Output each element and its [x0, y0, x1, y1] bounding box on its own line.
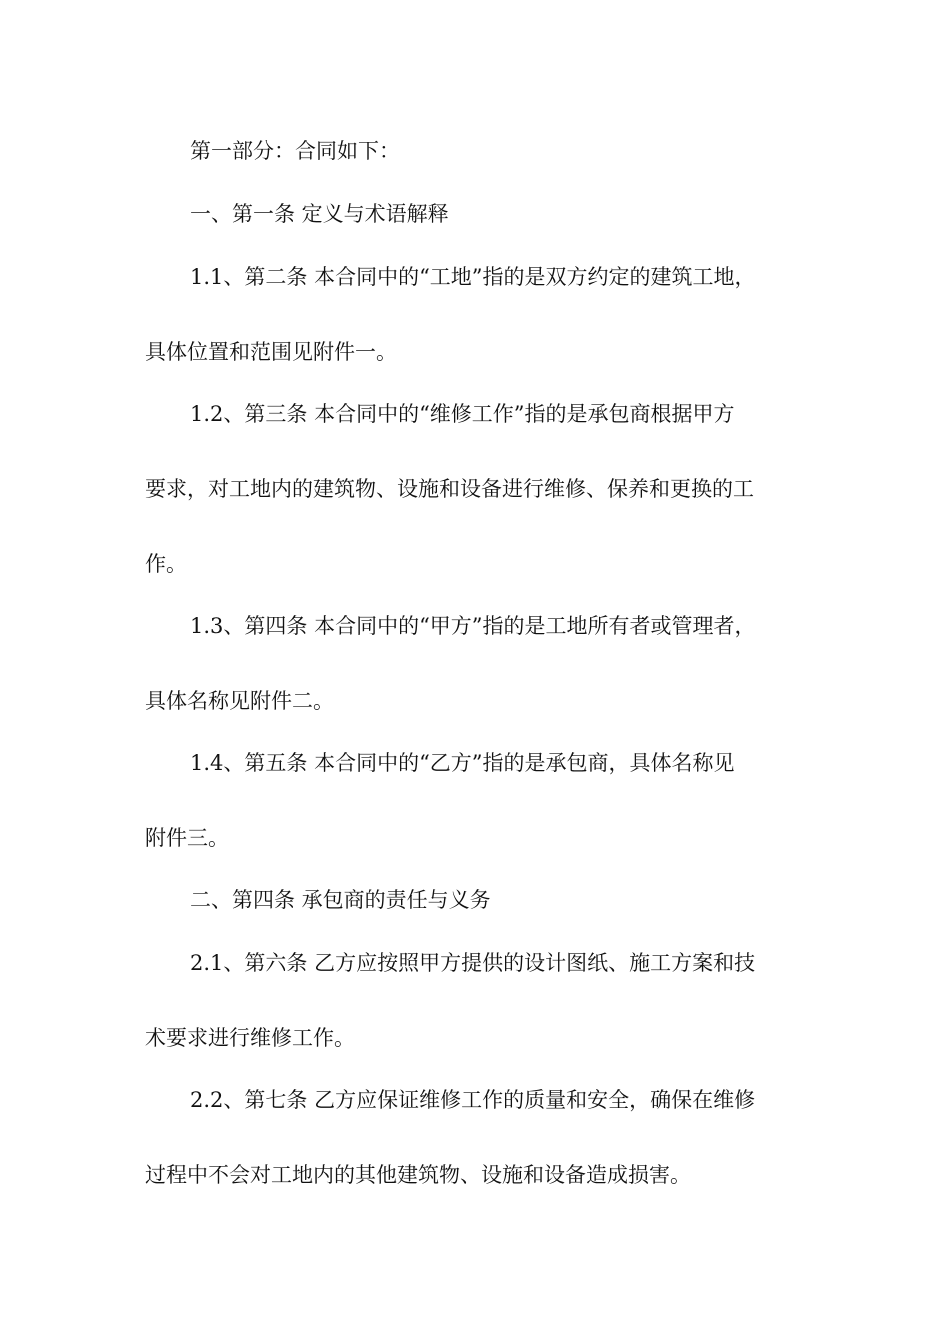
clause-1-1-line-2: 具体位置和范围见附件一。	[145, 340, 397, 364]
clause-1-2-line-1: 1.2、第三条 本合同中的“维修工作”指的是承包商根据甲方	[190, 402, 735, 426]
clause-1-1-line-1: 1.1、第二条 本合同中的“工地”指的是双方约定的建筑工地，	[190, 265, 756, 289]
clause-2-1-line-2: 术要求进行维修工作。	[145, 1026, 355, 1050]
section-heading-2: 二、第四条 承包商的责任与义务	[190, 888, 491, 912]
part-heading: 第一部分：合同如下：	[190, 139, 400, 163]
clause-1-2-line-2: 要求，对工地内的建筑物、设施和设备进行维修、保养和更换的工	[145, 477, 754, 501]
clause-1-3-line-2: 具体名称见附件二。	[145, 689, 334, 713]
clause-1-2-line-3: 作。	[145, 552, 187, 576]
section-heading-1: 一、第一条 定义与术语解释	[190, 202, 449, 226]
clause-2-2-line-1: 2.2、第七条 乙方应保证维修工作的质量和安全，确保在维修	[190, 1088, 756, 1112]
clause-1-4-line-2: 附件三。	[145, 826, 229, 850]
clause-1-4-line-1: 1.4、第五条 本合同中的“乙方”指的是承包商，具体名称见	[190, 751, 735, 775]
clause-2-1-line-1: 2.1、第六条 乙方应按照甲方提供的设计图纸、施工方案和技	[190, 951, 756, 975]
clause-2-2-line-2: 过程中不会对工地内的其他建筑物、设施和设备造成损害。	[145, 1163, 691, 1187]
clause-1-3-line-1: 1.3、第四条 本合同中的“甲方”指的是工地所有者或管理者，	[190, 614, 756, 638]
